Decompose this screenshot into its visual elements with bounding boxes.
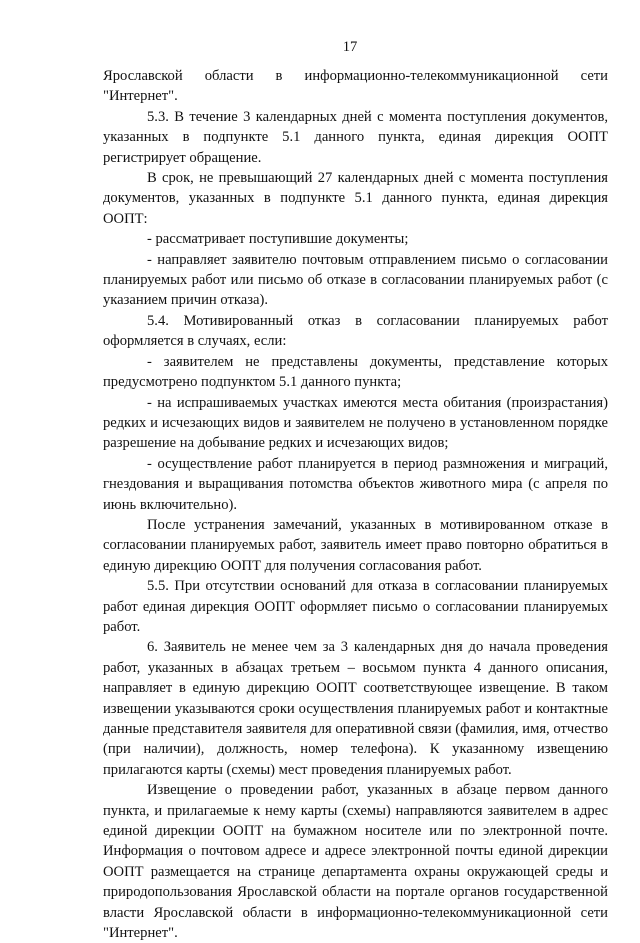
list-item-send-letter: - направляет заявителю почтовым отправлением письмо о согласовании планируемых работ или письмо об отказе в согласовании планируемых работ (с указанием причин отказа). [103, 251, 608, 309]
list-item-no-documents: - заявителем не представлены документы, представление которых предусмотрено подпунктом 5.1 данного пункта; [103, 353, 608, 391]
paragraph-5-3: 5.3. В течение 3 календарных дней с момента поступления документов, указанных в подпункте 5.1 данного пункта, единая дирекция ООПТ регистрирует обращение. [103, 108, 608, 166]
list-item-breeding-period: - осуществление работ планируется в период размножения и миграций, гнездования и выращивания потомства объектов животного мира (с апреля по июнь включительно). [103, 455, 608, 513]
paragraph-continuation: Ярославской области в информационно-телекоммуникационной сети "Интернет". [103, 68, 608, 105]
paragraph-notification: Извещение о проведении работ, указанных в абзаце первом данного пункта, и прилагаемые к нему карты (схемы) направляются заявителем в адрес единой дирекции ООПТ на бумажном носителе или по электронной почте. Информация о почтовом адресе и адресе электронной почты единой дирекции ООПТ размещается на странице департамента охраны окружающей среды и природопользования Ярославской области на портале органов государственной власти Ярославской области в информационно-телекоммуникационной сети "Интернет". [103, 782, 608, 942]
list-item-review: - рассматривает поступившие документы; [147, 231, 409, 248]
paragraph-5-5: 5.5. При отсутствии оснований для отказа в согласовании планируемых работ единая дирекция ООПТ оформляет письмо о согласовании планируемых работ. [103, 578, 608, 635]
paragraph-5-4: 5.4. Мотивированный отказ в согласовании планируемых работ оформляется в случаях, если: [103, 312, 608, 350]
paragraph-6: 6. Заявитель не менее чем за 3 календарных дня до начала проведения работ, указанных в абзацах третьем – восьмом пункта 4 данного описания, направляет в единую дирекцию ООПТ соответствующее извещение. В таком извещении указываются сроки осуществления планируемых работ и контактные данные представителя заявителя для оперативной связи (фамилия, имя, отчество (при наличии), должность, номер телефона). К указанному извещению прилагаются карты (схемы) мест проведения планируемых работ. [103, 639, 608, 778]
list-item-rare-species: - на испрашиваемых участках имеются места обитания (произрастания) редких и исчезающих видов и заявителем не получено в установленном порядке разрешение на добывание редких и исчезающих видов; [103, 394, 608, 452]
document-body [103, 66, 608, 943]
page-number: 17 [342, 39, 358, 55]
paragraph-deadline: В срок, не превышающий 27 календарных дней с момента поступления документов, указанных в подпункте 5.1 данного пункта, единая дирекция ООПТ: [103, 170, 608, 227]
paragraph-after-remarks: После устранения замечаний, указанных в мотивированном отказе в согласовании планируемых работ, заявитель имеет право повторно обратиться в единую дирекцию ООПТ для получения согласования работ. [103, 516, 608, 574]
